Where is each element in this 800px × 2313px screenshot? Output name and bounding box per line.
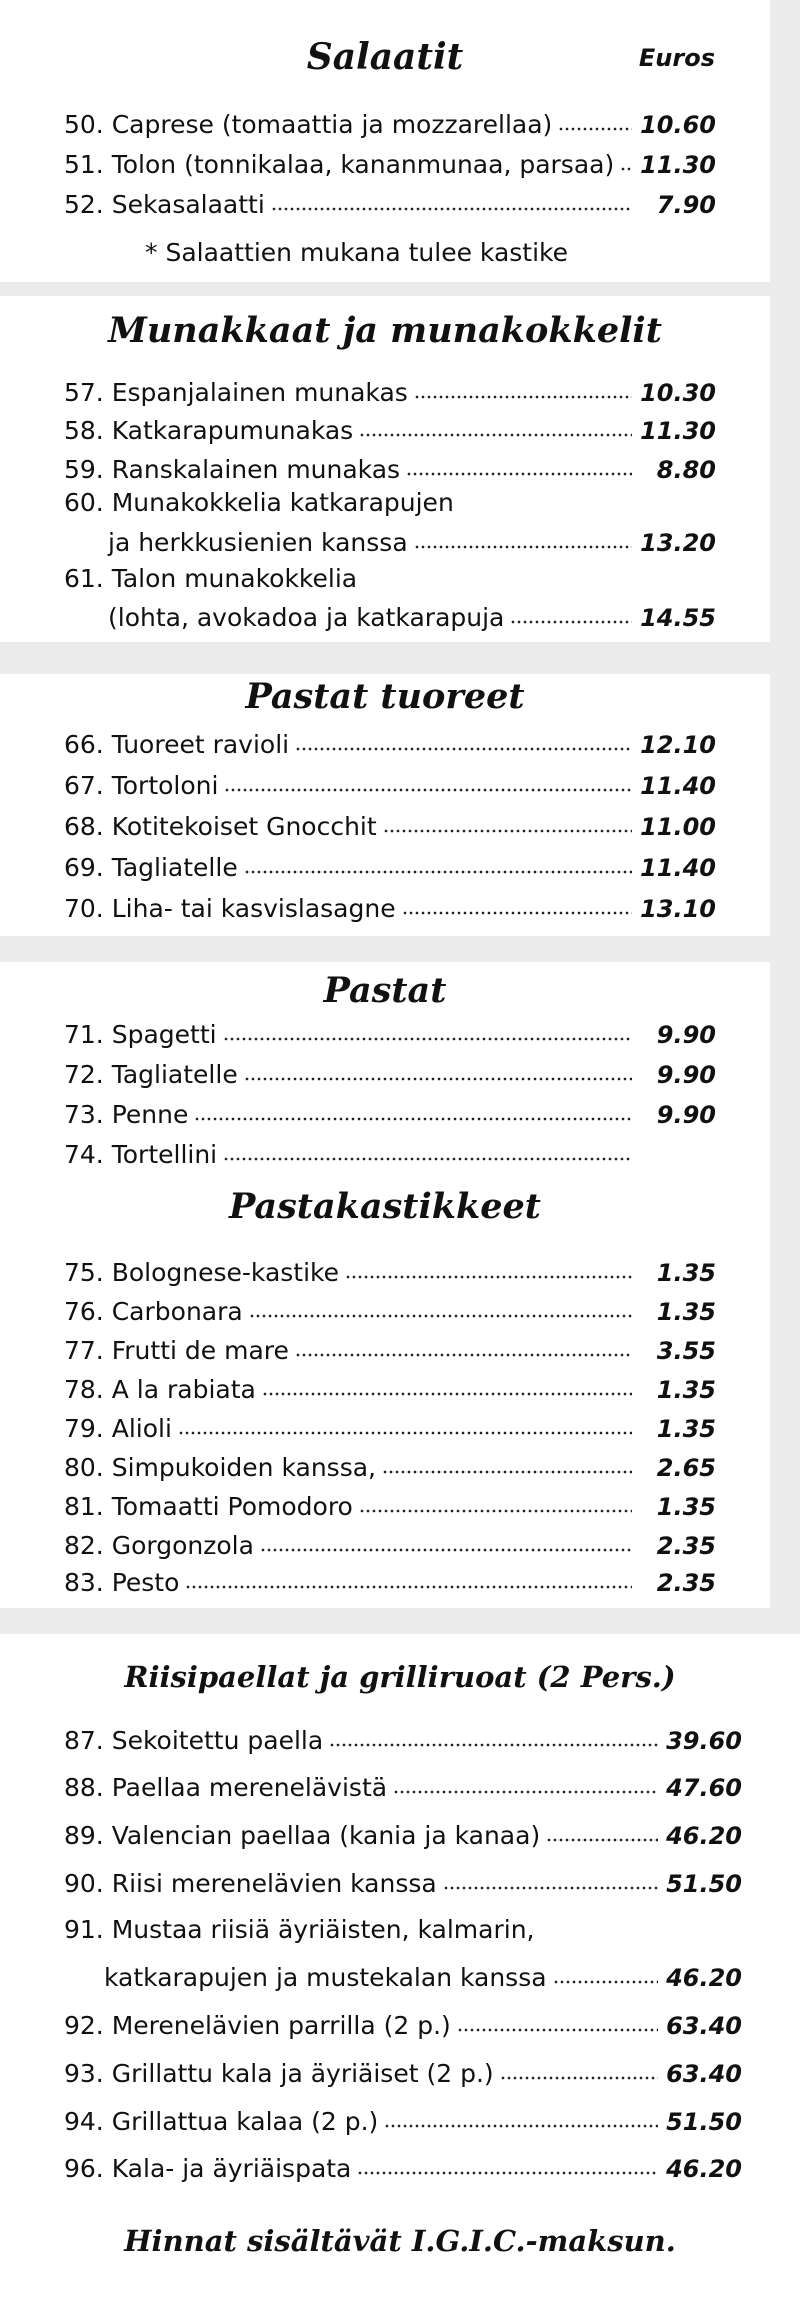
item-price: 10.60 bbox=[640, 111, 716, 139]
menu-item: 74. Tortellini bbox=[64, 1134, 716, 1170]
leader-dots bbox=[382, 1469, 632, 1475]
item-price: 51.50 bbox=[666, 2108, 742, 2136]
leader-dots bbox=[223, 1036, 632, 1042]
leader-dots bbox=[295, 746, 632, 752]
menu-item: 91. Mustaa riisiä äyriäisten, kalmarin, bbox=[64, 1915, 535, 1944]
menu-item: 58. Katkarapumunakas 11.30 bbox=[64, 416, 716, 445]
menu-item: 68. Kotitekoiset Gnocchit 11.00 bbox=[64, 812, 716, 841]
item-name: Tagliatelle bbox=[111, 853, 238, 882]
item-price: 11.40 bbox=[640, 854, 716, 882]
leader-dots bbox=[249, 1313, 632, 1319]
leader-dots bbox=[329, 1742, 658, 1748]
item-name: katkarapujen ja mustekalan kanssa bbox=[104, 1963, 547, 1992]
menu-item-continuation bbox=[108, 597, 716, 633]
item-name: Katkarapumunakas bbox=[111, 416, 354, 445]
item-name: Spagetti bbox=[111, 1020, 217, 1049]
item-name: Tomaatti Pomodoro bbox=[111, 1492, 353, 1521]
item-name: Grillattu kala ja äyriäiset (2 p.) bbox=[111, 2059, 494, 2088]
leader-dots bbox=[223, 1156, 632, 1162]
section-title-pastakastikkeet: Pastakastikkeet bbox=[229, 1186, 541, 1227]
menu-item: 61. Talon munakokkelia bbox=[64, 564, 358, 593]
menu-item: 94. Grillattua kalaa (2 p.) 51.50 bbox=[64, 2107, 742, 2136]
salad-note: * Salaattien mukana tulee kastike bbox=[145, 238, 569, 267]
item-name: Kala- ja äyriäispata bbox=[111, 2154, 352, 2183]
item-name: Bolognese-kastike bbox=[111, 1258, 340, 1287]
item-price: 8.80 bbox=[656, 456, 716, 484]
item-price: 3.55 bbox=[656, 1337, 716, 1365]
leader-dots bbox=[414, 544, 632, 550]
item-name: Pesto bbox=[111, 1568, 180, 1597]
item-name: Kotitekoiset Gnocchit bbox=[111, 812, 377, 841]
section-riisipaellat bbox=[0, 1634, 800, 2313]
leader-dots bbox=[357, 2170, 658, 2176]
menu-item: 50. Caprese (tomaattia ja mozzarellaa) 10.60 bbox=[64, 110, 716, 139]
item-price: 9.90 bbox=[656, 1101, 716, 1129]
section-title-pastat-tuoreet: Pastat tuoreet bbox=[245, 676, 525, 717]
item-price: 14.55 bbox=[640, 604, 716, 632]
item-price: 7.90 bbox=[656, 191, 716, 219]
item-name: Tolon (tonnikalaa, kananmunaa, parsaa) bbox=[111, 150, 615, 179]
item-name: Sekasalaatti bbox=[111, 190, 265, 219]
leader-dots bbox=[244, 869, 632, 875]
leader-dots bbox=[457, 2027, 658, 2033]
menu-item: 96. Kala- ja äyriäispata 46.20 bbox=[64, 2154, 742, 2183]
item-name: A la rabiata bbox=[111, 1375, 256, 1404]
item-price: 63.40 bbox=[666, 2012, 742, 2040]
menu-item: 67. Tortoloni 11.40 bbox=[64, 771, 716, 800]
menu-item: 52. Sekasalaatti 7.90 bbox=[64, 190, 716, 219]
menu-item: 79. Alioli 1.35 bbox=[64, 1414, 716, 1443]
item-name: Ranskalainen munakas bbox=[111, 455, 401, 484]
item-price: 13.10 bbox=[640, 895, 716, 923]
leader-dots bbox=[414, 394, 632, 400]
item-name: Tortoloni bbox=[111, 771, 219, 800]
menu-item: 83. Pesto 2.35 bbox=[64, 1568, 716, 1597]
section-title-riisipaellat: Riisipaellat ja grilliruoat (2 Pers.) bbox=[124, 1660, 676, 1694]
section-pastat-tuoreet bbox=[0, 674, 770, 936]
leader-dots bbox=[500, 2075, 658, 2081]
item-name: Caprese (tomaattia ja mozzarellaa) bbox=[111, 110, 553, 139]
item-name: Tuoreet ravioli bbox=[111, 730, 290, 759]
item-name: Simpukoiden kanssa, bbox=[111, 1453, 376, 1482]
menu-item: 72. Tagliatelle 9.90 bbox=[64, 1060, 716, 1089]
item-name: Mustaa riisiä äyriäisten, kalmarin, bbox=[111, 1915, 535, 1944]
section-title-pastat: Pastat bbox=[323, 970, 447, 1011]
item-name: Gorgonzola bbox=[111, 1531, 254, 1560]
leader-dots bbox=[546, 1837, 658, 1843]
item-price: 11.30 bbox=[640, 417, 716, 445]
item-price: 2.35 bbox=[656, 1569, 716, 1597]
menu-item: 66. Tuoreet ravioli 12.10 bbox=[64, 730, 716, 759]
item-price: 51.50 bbox=[666, 1870, 742, 1898]
leader-dots bbox=[510, 619, 632, 625]
menu-item: 90. Riisi merenelävien kanssa 51.50 bbox=[64, 1869, 742, 1898]
menu-item: 81. Tomaatti Pomodoro 1.35 bbox=[64, 1492, 716, 1521]
menu-item: 73. Penne 9.90 bbox=[64, 1100, 716, 1129]
item-price: 2.65 bbox=[656, 1454, 716, 1482]
item-price: 13.20 bbox=[640, 529, 716, 557]
leader-dots bbox=[224, 787, 632, 793]
leader-dots bbox=[244, 1076, 632, 1082]
item-name: Sekoitettu paella bbox=[111, 1726, 324, 1755]
item-price: 39.60 bbox=[666, 1727, 742, 1755]
leader-dots bbox=[194, 1116, 632, 1122]
item-price: 1.35 bbox=[656, 1298, 716, 1326]
menu-item: 78. A la rabiata 1.35 bbox=[64, 1375, 716, 1404]
menu-item: 57. Espanjalainen munakas 10.30 bbox=[64, 378, 716, 407]
leader-dots bbox=[178, 1430, 632, 1436]
item-name: Liha- tai kasvislasagne bbox=[111, 894, 396, 923]
menu-item: 51. Tolon (tonnikalaa, kananmunaa, parsaa) 11.30 bbox=[64, 150, 716, 179]
item-name: Frutti de mare bbox=[111, 1336, 289, 1365]
item-price: 11.00 bbox=[640, 813, 716, 841]
section-munakkaat bbox=[0, 296, 770, 642]
item-name: Tagliatelle bbox=[111, 1060, 238, 1089]
item-price: 1.35 bbox=[656, 1493, 716, 1521]
section-pastat bbox=[0, 962, 770, 1608]
item-name: Espanjalainen munakas bbox=[111, 378, 408, 407]
menu-item: 93. Grillattu kala ja äyriäiset (2 p.) 63.40 bbox=[64, 2059, 742, 2088]
leader-dots bbox=[443, 1885, 658, 1891]
menu-item: 76. Carbonara 1.35 bbox=[64, 1297, 716, 1326]
leader-dots bbox=[393, 1789, 658, 1795]
item-name: Talon munakokkelia bbox=[111, 564, 358, 593]
leader-dots bbox=[383, 828, 632, 834]
tax-note: Hinnat sisältävät I.G.I.C.-maksun. bbox=[124, 2224, 676, 2258]
item-price: 2.35 bbox=[656, 1532, 716, 1560]
menu-item: 88. Paellaa merenelävistä 47.60 bbox=[64, 1773, 742, 1802]
leader-dots bbox=[271, 206, 632, 212]
item-name: ja herkkusienien kanssa bbox=[108, 528, 408, 557]
menu-item: 69. Tagliatelle 11.40 bbox=[64, 853, 716, 882]
menu-item: 71. Spagetti 9.90 bbox=[64, 1020, 716, 1049]
item-name: Munakokkelia katkarapujen bbox=[111, 488, 454, 517]
item-price: 1.35 bbox=[656, 1415, 716, 1443]
menu-item: 89. Valencian paellaa (kania ja kanaa) 46.20 bbox=[64, 1821, 742, 1850]
item-price: 46.20 bbox=[666, 1964, 742, 1992]
leader-dots bbox=[558, 126, 632, 132]
menu-item: 75. Bolognese-kastike 1.35 bbox=[64, 1258, 716, 1287]
menu-item: 92. Merenelävien parrilla (2 p.) 63.40 bbox=[64, 2011, 742, 2040]
leader-dots bbox=[620, 166, 632, 172]
item-price: 1.35 bbox=[656, 1259, 716, 1287]
item-name: Grillattua kalaa (2 p.) bbox=[111, 2107, 379, 2136]
item-name: Carbonara bbox=[111, 1297, 243, 1326]
leader-dots bbox=[260, 1547, 632, 1553]
leader-dots bbox=[262, 1391, 632, 1397]
item-price: 9.90 bbox=[656, 1021, 716, 1049]
currency-label: Euros bbox=[638, 44, 715, 72]
menu-item: 82. Gorgonzola 2.35 bbox=[64, 1531, 716, 1560]
leader-dots bbox=[185, 1584, 632, 1590]
item-name: Paellaa merenelävistä bbox=[111, 1773, 388, 1802]
section-title-salaatit: Salaatit bbox=[306, 36, 464, 78]
leader-dots bbox=[359, 1508, 632, 1514]
menu-item: 70. Liha- tai kasvislasagne 13.10 bbox=[64, 894, 716, 923]
item-name: Merenelävien parrilla (2 p.) bbox=[111, 2011, 451, 2040]
section-title-munakkaat: Munakkaat ja munakokkelit bbox=[108, 310, 662, 351]
item-price: 11.30 bbox=[640, 151, 716, 179]
leader-dots bbox=[384, 2123, 658, 2129]
leader-dots bbox=[359, 432, 632, 438]
item-name: Valencian paellaa (kania ja kanaa) bbox=[111, 1821, 541, 1850]
leader-dots bbox=[295, 1352, 632, 1358]
item-price: 63.40 bbox=[666, 2060, 742, 2088]
menu-item: 80. Simpukoiden kanssa, 2.65 bbox=[64, 1453, 716, 1482]
leader-dots bbox=[553, 1979, 658, 1985]
menu-item: 60. Munakokkelia katkarapujen bbox=[64, 488, 454, 517]
section-salaatit bbox=[0, 0, 770, 282]
item-name: Riisi merenelävien kanssa bbox=[111, 1869, 437, 1898]
menu-item: 87. Sekoitettu paella 39.60 bbox=[64, 1726, 742, 1755]
item-price: 1.35 bbox=[656, 1376, 716, 1404]
menu-item-continuation bbox=[108, 522, 716, 558]
item-price: 46.20 bbox=[666, 1822, 742, 1850]
item-price: 12.10 bbox=[640, 731, 716, 759]
item-price: 47.60 bbox=[666, 1774, 742, 1802]
menu-item: 77. Frutti de mare 3.55 bbox=[64, 1336, 716, 1365]
menu-item: 59. Ranskalainen munakas 8.80 bbox=[64, 455, 716, 484]
item-name: (lohta, avokadoa ja katkarapuja bbox=[108, 603, 505, 632]
item-name: Alioli bbox=[111, 1414, 172, 1443]
menu-item-continuation bbox=[104, 1957, 742, 1993]
leader-dots bbox=[345, 1274, 632, 1280]
leader-dots bbox=[402, 910, 632, 916]
item-name: Tortellini bbox=[111, 1140, 218, 1169]
item-price: 9.90 bbox=[656, 1061, 716, 1089]
item-price: 46.20 bbox=[666, 2155, 742, 2183]
leader-dots bbox=[406, 471, 632, 477]
item-price: 10.30 bbox=[640, 379, 716, 407]
item-name: Penne bbox=[111, 1100, 189, 1129]
item-price: 11.40 bbox=[640, 772, 716, 800]
